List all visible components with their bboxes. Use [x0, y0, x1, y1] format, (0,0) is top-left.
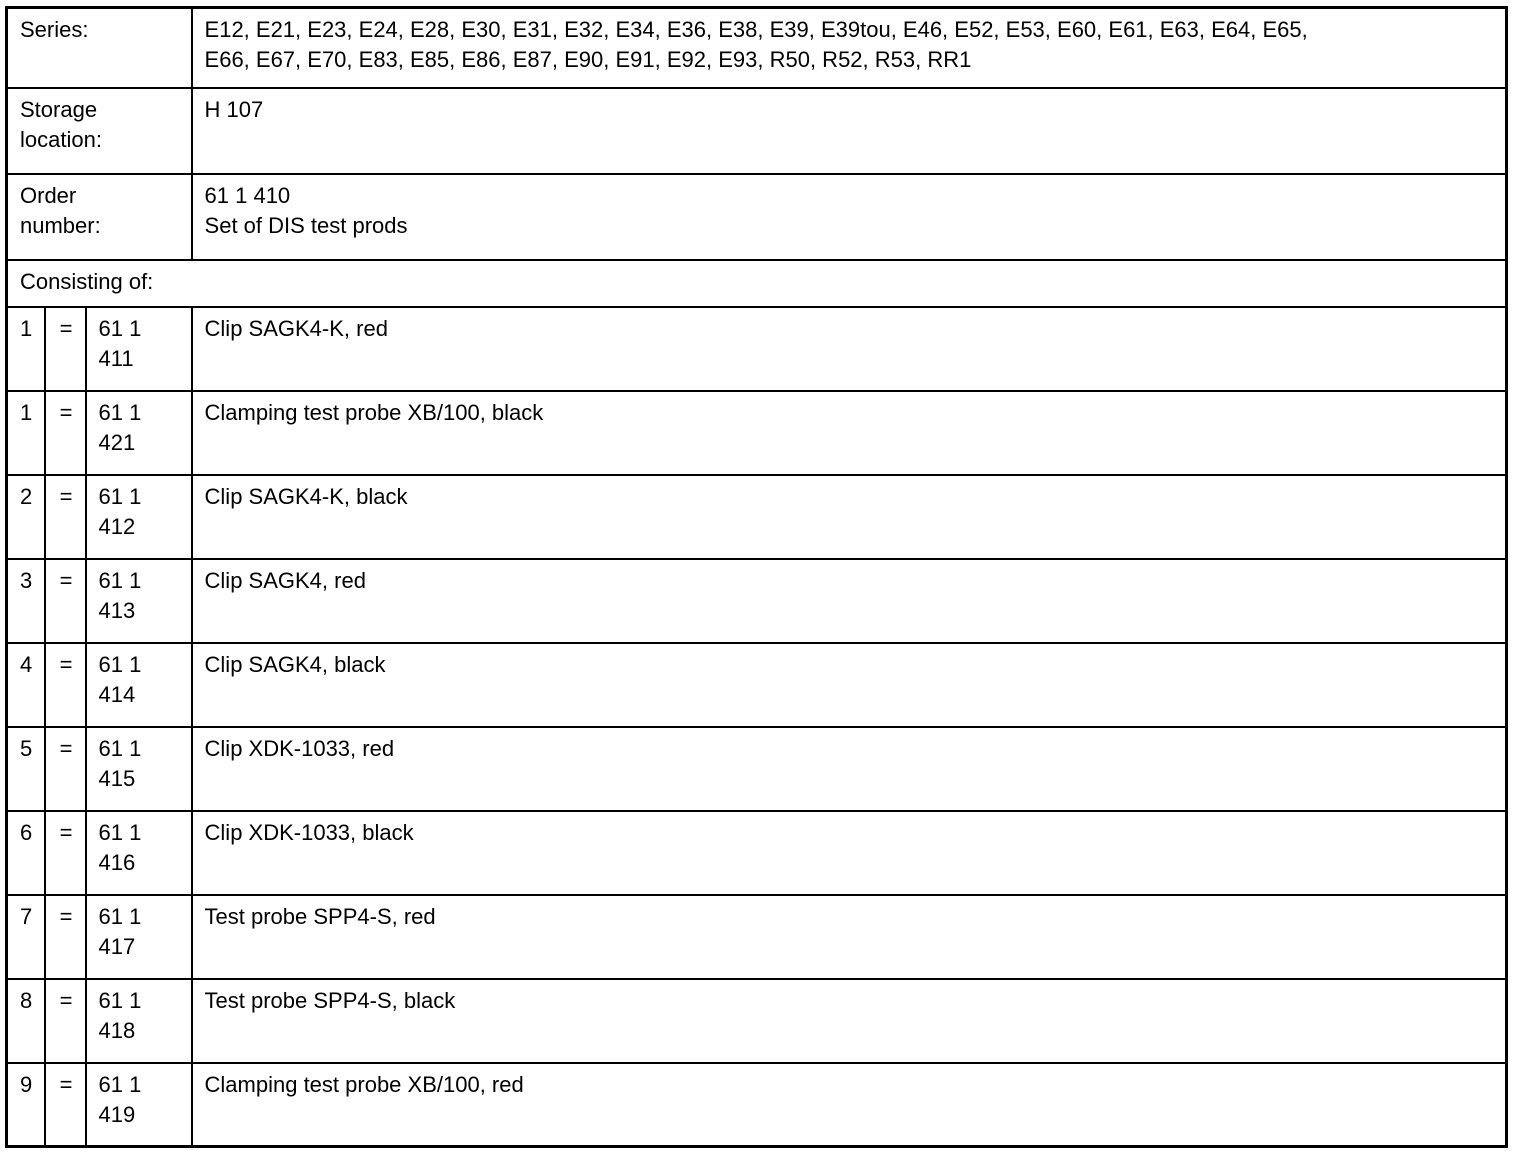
item-description: Clamping test probe XB/100, red: [204, 1071, 524, 1097]
item-qty-cell: [7, 475, 45, 559]
item-order-number: 61 1 413: [98, 567, 142, 623]
item-description: Test probe SPP4-S, red: [204, 903, 436, 929]
item-order-number: 61 1 416: [98, 819, 142, 875]
item-description: Clip SAGK4, red: [204, 567, 366, 593]
item-qty-cell: [7, 559, 45, 643]
item-qty: 1: [20, 399, 33, 425]
item-order-number: 61 1 419: [98, 1071, 142, 1127]
item-qty-cell: [7, 811, 45, 895]
item-order-number-cell: [86, 811, 192, 895]
item-description-cell: [192, 643, 1507, 727]
table-row: [7, 979, 1507, 1063]
item-description-cell: [192, 979, 1507, 1063]
item-qty-cell: [7, 895, 45, 979]
item-order-number-cell: [86, 979, 192, 1063]
item-order-number: 61 1 417: [98, 903, 142, 959]
item-qty: 9: [20, 1071, 33, 1097]
table-row: [7, 475, 1507, 559]
table-row: [7, 391, 1507, 475]
order-number-row: [7, 174, 1507, 260]
order-label-cell: [7, 174, 192, 260]
item-equals-cell: [45, 727, 86, 811]
series-label: Series:: [20, 17, 89, 42]
item-description: Clamping test probe XB/100, black: [204, 399, 544, 425]
item-qty: 5: [20, 735, 33, 761]
equals-sign: =: [59, 1071, 73, 1097]
item-equals-cell: [45, 979, 86, 1063]
item-order-number: 61 1 418: [98, 987, 142, 1043]
item-equals-cell: [45, 643, 86, 727]
table-row: [7, 1063, 1507, 1147]
item-order-number-cell: [86, 727, 192, 811]
item-description-cell: [192, 307, 1507, 391]
item-description-cell: [192, 895, 1507, 979]
item-qty: 7: [20, 903, 33, 929]
series-row: [7, 8, 1507, 88]
equals-sign: =: [59, 567, 73, 593]
item-qty-cell: [7, 979, 45, 1063]
item-order-number: 61 1 414: [98, 651, 142, 707]
item-qty-cell: [7, 307, 45, 391]
test-prods-table: [5, 6, 1508, 1148]
item-order-number: 61 1 412: [98, 483, 142, 539]
item-order-number-cell: [86, 307, 192, 391]
item-equals-cell: [45, 391, 86, 475]
table-row: [7, 727, 1507, 811]
series-value: E12, E21, E23, E24, E28, E30, E31, E32, E34, E36, E38, E39, E39tou, E46, E52, E53, E60, E61, E63, E64, E65, E66, E67, E70, E83, E85, E86, E87, E90, E91, E92, E93, R50, R52, R53, RR1: [204, 17, 1308, 72]
item-order-number: 61 1 421: [98, 399, 142, 455]
item-description: Clip SAGK4-K, black: [204, 483, 408, 509]
equals-sign: =: [59, 651, 73, 677]
series-label-cell: [7, 8, 192, 88]
item-description: Clip XDK-1033, red: [204, 735, 395, 761]
equals-sign: =: [59, 819, 73, 845]
item-qty-cell: [7, 391, 45, 475]
item-description-cell: [192, 559, 1507, 643]
item-equals-cell: [45, 307, 86, 391]
item-description-cell: [192, 1063, 1507, 1147]
storage-value-cell: [192, 88, 1507, 174]
order-label: Order number:: [20, 182, 101, 238]
item-equals-cell: [45, 475, 86, 559]
item-order-number-cell: [86, 391, 192, 475]
item-order-number-cell: [86, 475, 192, 559]
item-description: Clip SAGK4, black: [204, 651, 386, 677]
storage-value: H 107: [204, 96, 264, 122]
item-description: Clip SAGK4-K, red: [204, 315, 388, 341]
item-qty-cell: [7, 1063, 45, 1147]
item-equals-cell: [45, 559, 86, 643]
item-order-number-cell: [86, 559, 192, 643]
equals-sign: =: [59, 399, 73, 425]
item-equals-cell: [45, 811, 86, 895]
item-qty-cell: [7, 643, 45, 727]
series-value-cell: [192, 8, 1507, 88]
table-row: [7, 559, 1507, 643]
storage-location-row: [7, 88, 1507, 174]
item-qty: 1: [20, 315, 33, 341]
item-qty: 4: [20, 651, 33, 677]
consisting-of-row: [7, 260, 1507, 307]
storage-label: Storage location:: [20, 96, 102, 152]
item-qty: 8: [20, 987, 33, 1013]
equals-sign: =: [59, 903, 73, 929]
table-row: [7, 895, 1507, 979]
item-order-number-cell: [86, 895, 192, 979]
item-qty: 6: [20, 819, 33, 845]
equals-sign: =: [59, 735, 73, 761]
order-number-value: 61 1 410: [204, 182, 291, 208]
item-description-cell: [192, 475, 1507, 559]
item-description-cell: [192, 727, 1507, 811]
item-order-number-cell: [86, 643, 192, 727]
table-row: [7, 811, 1507, 895]
item-equals-cell: [45, 895, 86, 979]
item-qty-cell: [7, 727, 45, 811]
item-qty: 3: [20, 567, 33, 593]
item-order-number-cell: [86, 1063, 192, 1147]
equals-sign: =: [59, 483, 73, 509]
consisting-of-cell: [7, 260, 1507, 307]
order-name-value: Set of DIS test prods: [204, 212, 408, 238]
item-description: Test probe SPP4-S, black: [204, 987, 456, 1013]
equals-sign: =: [59, 987, 73, 1013]
table-row: [7, 643, 1507, 727]
item-description: Clip XDK-1033, black: [204, 819, 414, 845]
item-qty: 2: [20, 483, 33, 509]
storage-label-cell: [7, 88, 192, 174]
item-description-cell: [192, 391, 1507, 475]
equals-sign: =: [59, 315, 73, 341]
consisting-of-label: Consisting of:: [20, 268, 154, 294]
item-order-number: 61 1 415: [98, 735, 142, 791]
item-order-number: 61 1 411: [98, 315, 142, 371]
table-row: [7, 307, 1507, 391]
item-description-cell: [192, 811, 1507, 895]
item-equals-cell: [45, 1063, 86, 1147]
order-value-cell: [192, 174, 1507, 260]
